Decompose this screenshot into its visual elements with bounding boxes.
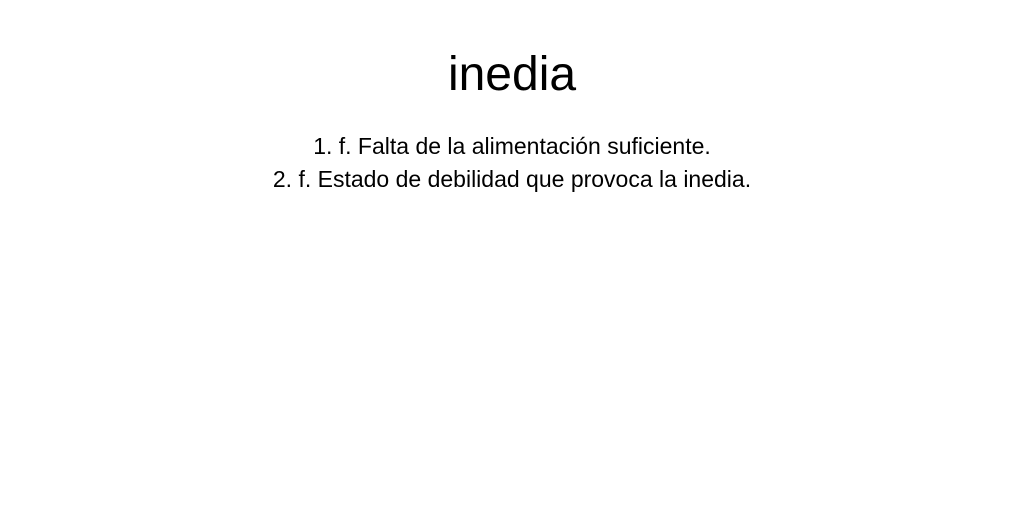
definition-list (0, 130, 1024, 196)
definition-item-2: 2. f. Estado de debilidad que provoca la inedia. (272, 166, 752, 192)
entry-headword: inedia (447, 48, 577, 101)
definition-item-1: 1. f. Falta de la alimentación suficiente. (313, 133, 711, 159)
